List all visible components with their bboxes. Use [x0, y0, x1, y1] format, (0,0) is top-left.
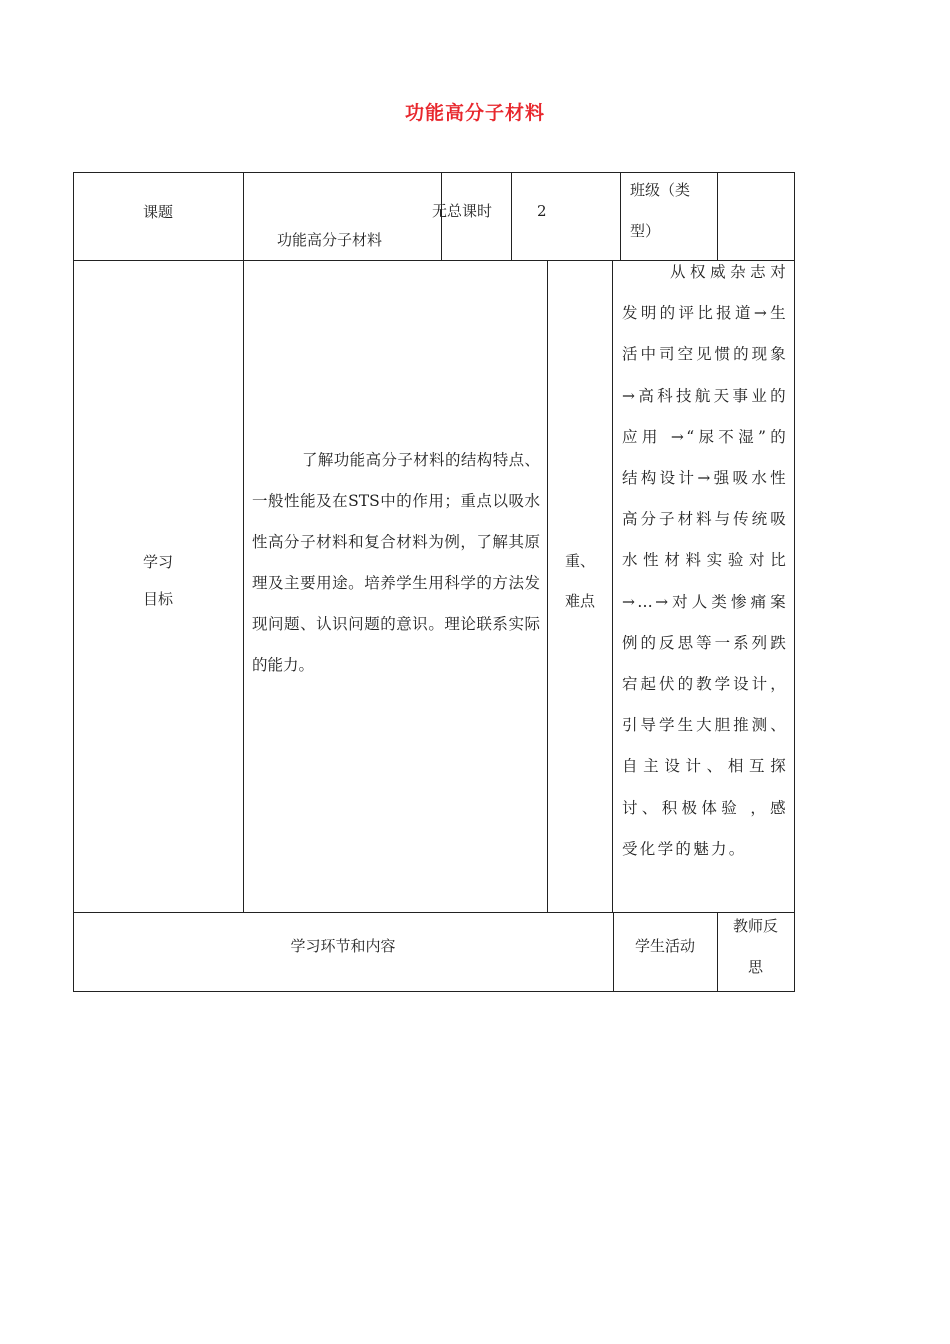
- page-title: 功能高分子材料: [404, 102, 545, 124]
- key-points-label-line2: 难点: [564, 592, 595, 610]
- row1-divider-e: [717, 172, 718, 260]
- topic-value: 功能高分子材料: [277, 231, 383, 249]
- class-label-line2: 型）: [630, 222, 661, 240]
- table-border-bottom: [73, 991, 795, 992]
- table-border-right: [794, 172, 795, 992]
- teacher-reflection-line2: 思: [747, 958, 763, 976]
- row1-divider-a: [243, 172, 244, 260]
- topic-label: 课题: [142, 203, 173, 221]
- table-border-left: [73, 172, 74, 992]
- row2-divider-a: [243, 260, 244, 912]
- table-row-divider-2: [73, 912, 795, 913]
- student-activity-label: 学生活动: [634, 937, 695, 955]
- objectives-text: 了解功能高分子材料的结构特点、一般性能及在STS中的作用；重点以吸水性高分子材料和复合材料为例，了解其原理及主要用途。培养学生用科学的方法发现问题、认识问题的意识。理论联系实际的能力。: [252, 451, 540, 674]
- content-label: 学习环节和内容: [290, 937, 396, 955]
- hours-value: 2: [537, 202, 547, 220]
- row1-divider-d: [620, 172, 621, 260]
- row2-divider-b: [547, 260, 548, 912]
- key-points-text: 从权威杂志对发明的评比报道→生活中司空见惯的现象→高科技航天事业的应用 →“尿不湿”的结构设计→强吸水性高分子材料与传统吸水性材料实验对比→…→对人类惨痛案例的反思等一系列跌宕起伏的教学设计，引导学生大胆推测、自主设计、相互探讨、积极体验 ，感受化学的魅力。: [622, 263, 788, 858]
- row1-divider-c: [511, 172, 512, 260]
- objectives-label-line2: 目标: [142, 590, 173, 608]
- objectives-label-line1: 学习: [142, 553, 173, 571]
- table-border-top: [73, 172, 795, 173]
- hours-label: 无总课时: [432, 202, 493, 220]
- class-label-line1: 班级（类: [630, 181, 691, 199]
- teacher-reflection-line1: 教师反: [732, 917, 778, 935]
- key-points-label-line1: 重、: [564, 552, 595, 570]
- row2-divider-c: [612, 260, 613, 912]
